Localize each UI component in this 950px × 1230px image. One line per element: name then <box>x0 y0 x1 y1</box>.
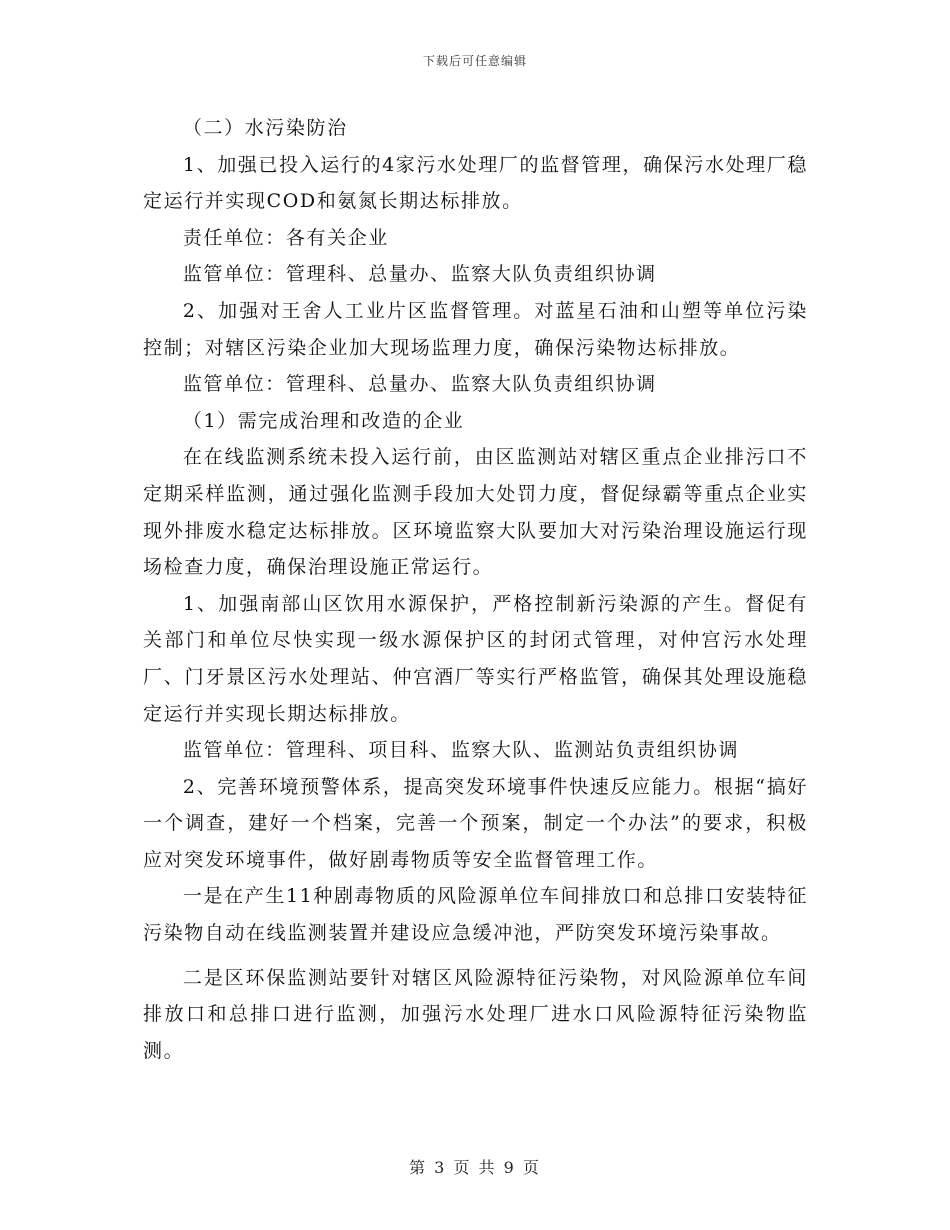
paragraph: 二是区环保监测站要针对辖区风险源特征污染物，对风险源单位车间排放口和总排口进行监测，加强污水处理厂进水口风险源特征污染物监测。 <box>143 966 808 1062</box>
page-header: 下载后可任意编辑 <box>422 54 527 68</box>
page-number: 第 3 页 共 9 页 <box>409 1158 541 1177</box>
subsection-heading: （1）需完成治理和改造的企业 <box>182 409 465 432</box>
paragraph: 责任单位：各有关企业 <box>182 226 389 249</box>
paragraph: 1、加强南部山区饮用水源保护，严格控制新污染源的产生。督促有关部门和单位尽快实现一级水源保护区的封闭式管理，对仲宫污水处理厂、门牙景区污水处理站、仲宫酒厂等实行严格监管，确保其处理设施稳定运行并实现长期达标排放。 <box>143 592 808 725</box>
paragraph: 监管单位：管理科、项目科、监察大队、监测站负责组织协调 <box>182 739 740 762</box>
document-body <box>143 110 808 1069</box>
section-heading: （二）水污染防治 <box>182 117 348 139</box>
paragraph: 1、加强已投入运行的4家污水处理厂的监督管理，确保污水处理厂稳定运行并实现COD和氨氮长期达标排放。 <box>143 153 808 213</box>
paragraph: 2、加强对王舍人工业片区监督管理。对蓝星石油和山塑等单位污染控制；对辖区污染企业加大现场监理力度，确保污染物达标排放。 <box>143 299 808 359</box>
paragraph: 在在线监测系统未投入运行前，由区监测站对辖区重点企业排污口不定期采样监测，通过强化监测手段加大处罚力度，督促绿霸等重点企业实现外排废水稳定达标排放。区环境监察大队要加大对污染治理设施运行现场检查力度，确保治理设施正常运行。 <box>143 446 808 579</box>
paragraph: 2、完善环境预警体系，提高突发环境事件快速反应能力。根据“搞好一个调查，建好一个档案，完善一个预案，制定一个办法”的要求，积极应对突发环境事件，做好剧毒物质等安全监督管理工作。 <box>143 775 808 871</box>
paragraph: 监管单位：管理科、总量办、监察大队负责组织协调 <box>182 263 657 286</box>
paragraph: 监管单位：管理科、总量办、监察大队负责组织协调 <box>182 373 657 396</box>
paragraph: 一是在产生11种剧毒物质的风险源单位车间排放口和总排口安装特征污染物自动在线监测装置并建设应急缓冲池，严防突发环境污染事故。 <box>143 885 808 945</box>
